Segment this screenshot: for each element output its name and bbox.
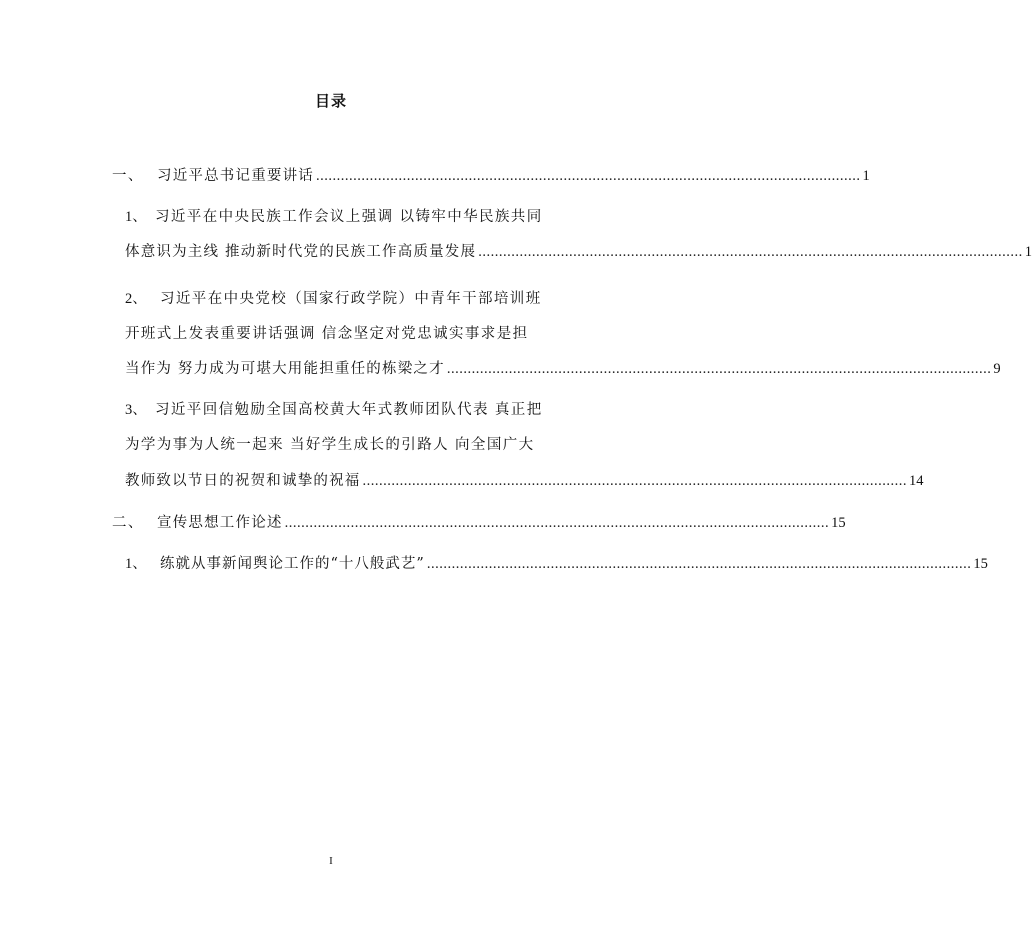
toc-item-2-1-text: 练就从事新闻舆论工作的“十八般武艺” [160,556,425,572]
toc-section-2-page: 15 [831,515,846,531]
toc-item-2-1-label: 1、 [125,556,147,572]
toc-item-2-1-line [160,552,988,573]
toc-item-1-3-text3: 教师致以节日的祝贺和诚挚的祝福 [125,473,361,489]
toc-section-2-line [157,511,846,532]
leader-dots: .................................................................................................................................... [446,361,992,377]
toc-item-1-1-text2: 体意识为主线 推动新时代党的民族工作高质量发展 [125,244,477,260]
page-number: I [329,855,333,867]
leader-dots: .................................................................................................................................... [284,515,830,531]
toc-item-1-3-line2: 为学为事为人统一起来 当好学生成长的引路人 向全国广大 [125,437,535,453]
toc-item-1-3-line3 [125,469,924,490]
toc-section-1-text: 习近平总书记重要讲话 [157,168,314,184]
toc-item-1-2-page: 9 [993,361,1001,377]
leader-dots: .................................................................................................................................... [478,244,1023,260]
toc-section-1-line [157,164,870,185]
toc-section-2-label: 二、 [112,515,144,531]
toc-item-1-1-line1: 习近平在中央民族工作会议上强调 以铸牢中华民族共同 [155,209,543,225]
toc-item-1-2-line2: 开班式上发表重要讲话强调 信念坚定对党忠诚实事求是担 [125,326,529,342]
toc-item-1-2-line3 [125,357,1001,378]
toc-section-1-label: 一、 [112,168,144,184]
leader-dots: .................................................................................................................................... [316,168,861,184]
toc-title: 目录 [314,92,347,110]
toc-item-1-1-line2 [125,240,1032,261]
toc-item-1-2-line1: 习近平在中央党校（国家行政学院）中青年干部培训班 [160,291,542,307]
toc-item-1-1-label: 1、 [125,209,147,225]
toc-section-1-page: 1 [862,168,870,184]
toc-section-2-text: 宣传思想工作论述 [157,515,283,531]
toc-item-1-3-label: 3、 [125,402,147,418]
leader-dots: .................................................................................................................................... [426,556,972,572]
toc-item-1-3-line1: 习近平回信勉励全国高校黄大年式教师团队代表 真正把 [155,402,543,418]
toc-item-1-1-page: 1 [1024,244,1032,260]
toc-item-1-2-text3: 当作为 努力成为可堪大用能担重任的栋梁之才 [125,361,445,377]
toc-item-1-3-page: 14 [909,473,924,489]
toc-item-1-2-label: 2、 [125,291,147,307]
toc-item-2-1-page: 15 [973,556,988,572]
leader-dots: .................................................................................................................................... [362,473,907,489]
